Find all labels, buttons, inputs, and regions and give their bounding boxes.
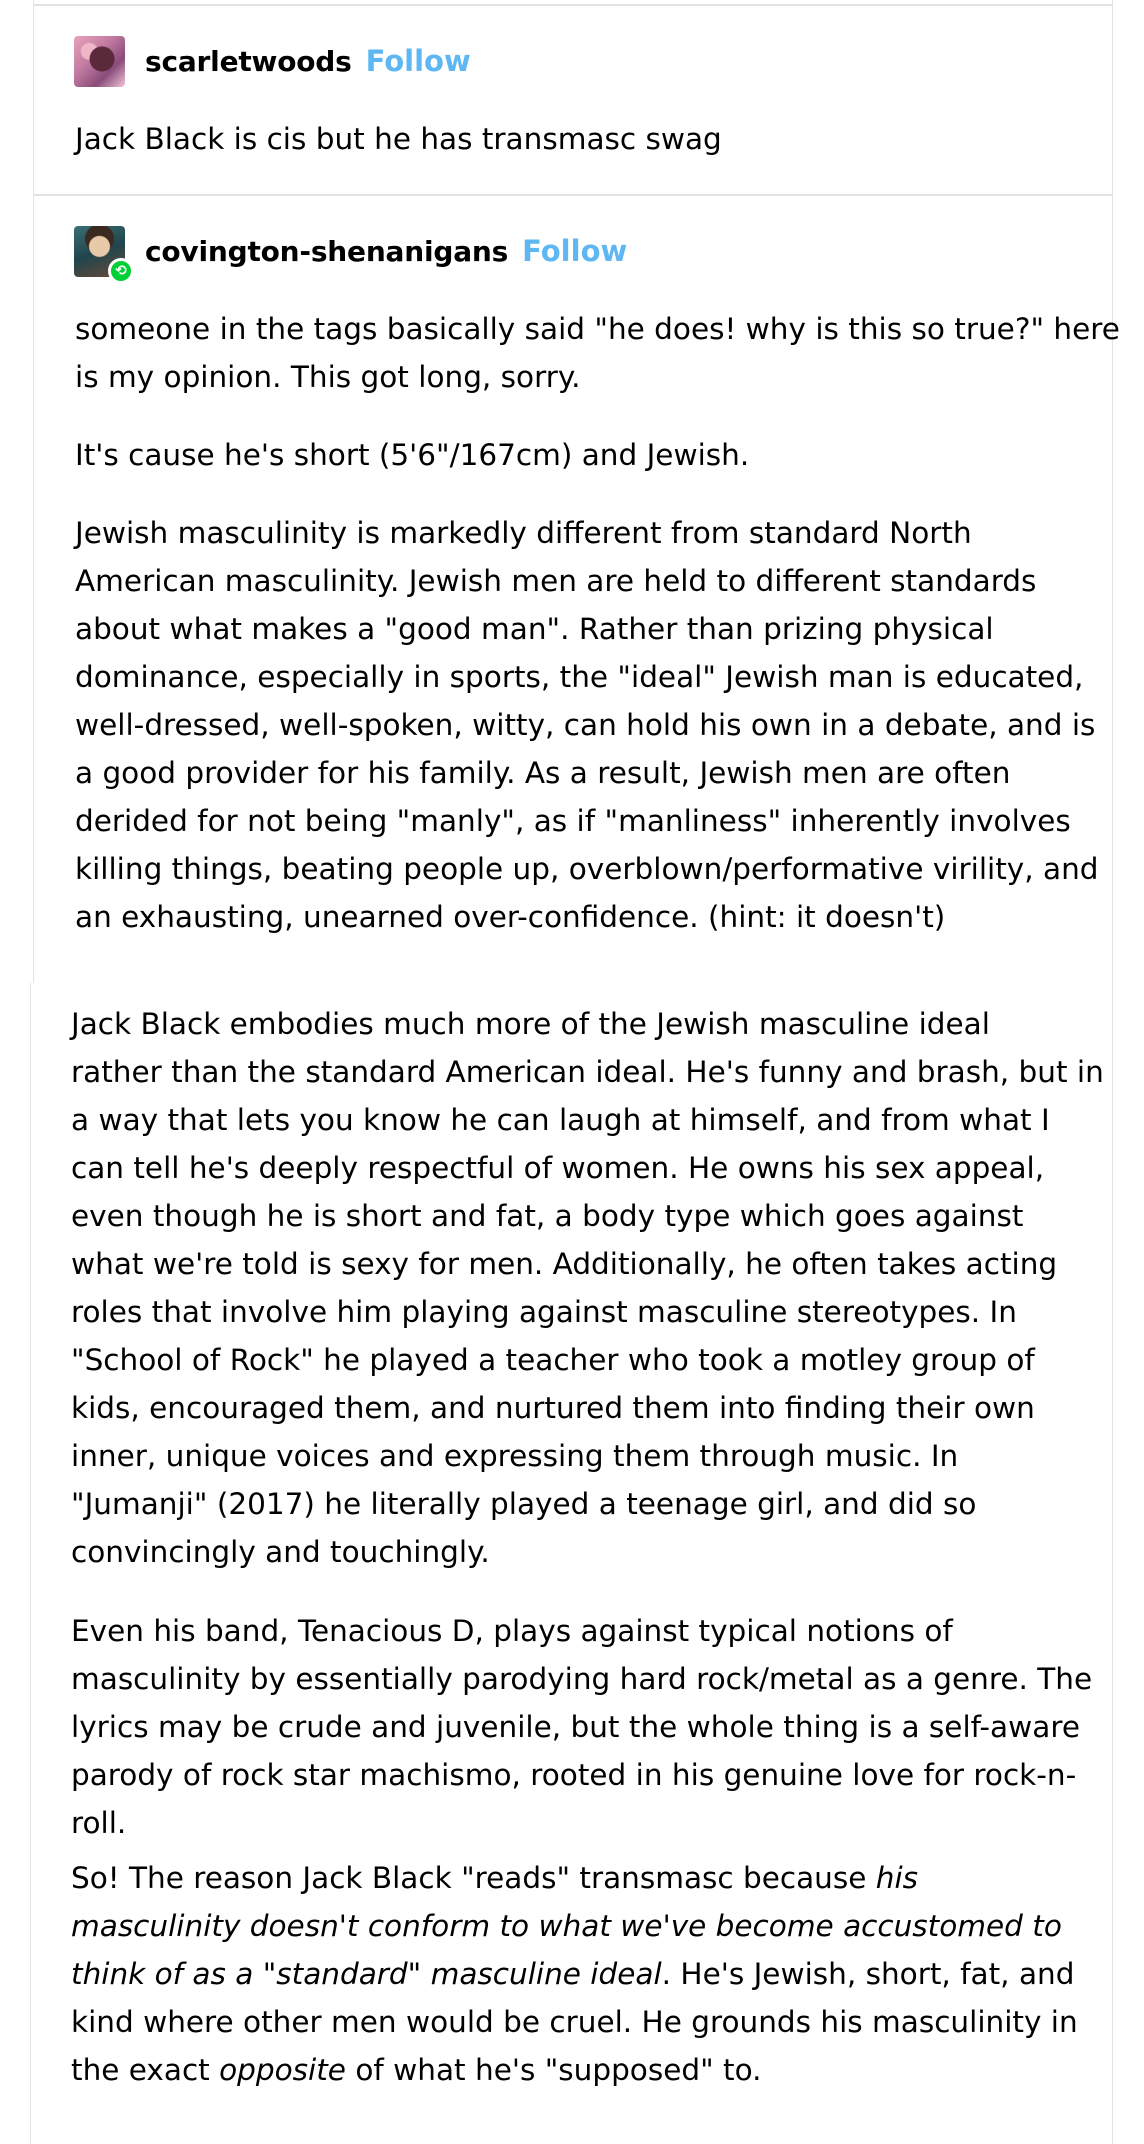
username-scarletwoods[interactable]: scarletwoods: [145, 44, 352, 78]
post-text-line: [71, 1950, 1078, 1998]
post-text-line: an exhausting, unearned over-confidence. (hint: it doesn't): [75, 900, 946, 934]
paragraph-3: [75, 509, 1099, 941]
post-card: [33, 0, 1120, 983]
avatar-scarletwoods-icon[interactable]: [74, 36, 125, 87]
text-run: So! The reason Jack Black "reads" transmasc because: [71, 1861, 876, 1895]
post-text-line: kids, encouraged them, and nurtured them into finding their own: [71, 1391, 1035, 1425]
paragraph-6: [71, 1854, 1078, 2094]
post-text-line: kind where other men would be cruel. He grounds his masculinity in: [71, 2005, 1078, 2039]
emphasis-text: his: [875, 1861, 919, 1895]
post-text-line: someone in the tags basically said "he does! why is this so true?" here: [75, 312, 1120, 346]
username-covington[interactable]: covington-shenanigans: [145, 234, 509, 268]
post-text-line: about what makes a "good man". Rather than prizing physical: [75, 612, 994, 646]
emphasis-text: opposite: [219, 2053, 346, 2087]
post-text-line: masculinity by essentially parodying hard rock/metal as a genre. The: [71, 1662, 1093, 1696]
post-body-scarletwoods: [75, 115, 722, 163]
post-header-scarletwoods: [74, 35, 471, 87]
post-text-line: well-dressed, well-spoken, witty, can hold his own in a debate, and is: [75, 708, 1096, 742]
paragraph-4: [71, 1000, 1104, 1576]
post-text-line: even though he is short and fat, a body type which goes against: [71, 1199, 1024, 1233]
post-text-line: dominance, especially in sports, the "ideal" Jewish man is educated,: [75, 660, 1084, 694]
paragraph-5: [71, 1607, 1092, 1847]
post-header-covington: [74, 225, 627, 277]
post-text-line: lyrics may be crude and juvenile, but the whole thing is a self-aware: [71, 1710, 1080, 1744]
post-text-line: Jack Black embodies much more of the Jewish masculine ideal: [71, 1007, 990, 1041]
post-card-continued: [30, 983, 1113, 2144]
post-text-line: roles that involve him playing against masculine stereotypes. In: [71, 1295, 1017, 1329]
text-run: . He's Jewish, short, fat, and: [661, 1957, 1075, 1991]
divider: [34, 4, 1112, 6]
reblog-badge-icon: ⟲: [108, 258, 134, 284]
post-text-line: It's cause he's short (5'6"/167cm) and Jewish.: [75, 438, 750, 472]
paragraph-2: [75, 431, 749, 479]
post-text-line: a way that lets you know he can laugh at himself, and from what I: [71, 1103, 1050, 1137]
avatar-covington-icon[interactable]: [74, 226, 125, 277]
divider: [34, 194, 1112, 196]
post-text-line: "School of Rock" he played a teacher who took a motley group of: [71, 1343, 1035, 1377]
post-text-line: Even his band, Tenacious D, plays against typical notions of: [71, 1614, 953, 1648]
post-text-line: inner, unique voices and expressing them through music. In: [71, 1439, 959, 1473]
post-text-line: [71, 2046, 1078, 2094]
post-text-line: killing things, beating people up, overblown/performative virility, and: [75, 852, 1099, 886]
emphasis-text: masculinity doesn't conform to what we've become accustomed to: [71, 1909, 1062, 1943]
post-text-line: convincingly and touchingly.: [71, 1535, 490, 1569]
post-text-line: what we're told is sexy for men. Additionally, he often takes acting: [71, 1247, 1058, 1281]
follow-button-covington[interactable]: Follow: [522, 234, 628, 268]
post-text-line: American masculinity. Jewish men are held to different standards: [75, 564, 1037, 598]
post-text-line: [71, 1854, 1078, 1902]
paragraph-1: [75, 305, 1120, 401]
post-text-line: derided for not being "manly", as if "manliness" inherently involves: [75, 804, 1071, 838]
post-text-line: [71, 1902, 1078, 1950]
post-text-line: a good provider for his family. As a result, Jewish men are often: [75, 756, 1011, 790]
post-text-line: can tell he's deeply respectful of women. He owns his sex appeal,: [71, 1151, 1045, 1185]
post-text-line: parody of rock star machismo, rooted in his genuine love for rock-n-: [71, 1758, 1077, 1792]
post-text-line: Jack Black is cis but he has transmasc swag: [75, 122, 722, 156]
post-text-line: "Jumanji" (2017) he literally played a teenage girl, and did so: [71, 1487, 977, 1521]
follow-button-scarletwoods[interactable]: Follow: [365, 44, 471, 78]
text-run: of what he's "supposed" to.: [345, 2053, 762, 2087]
post-text-line: rather than the standard American ideal. He's funny and brash, but in: [71, 1055, 1104, 1089]
emphasis-text: think of as a "standard" masculine ideal: [71, 1957, 662, 1991]
post-text-line: is my opinion. This got long, sorry.: [75, 360, 581, 394]
post-text-line: Jewish masculinity is markedly different from standard North: [75, 516, 972, 550]
text-run: the exact: [71, 2053, 220, 2087]
post-text-line: roll.: [71, 1806, 127, 1840]
